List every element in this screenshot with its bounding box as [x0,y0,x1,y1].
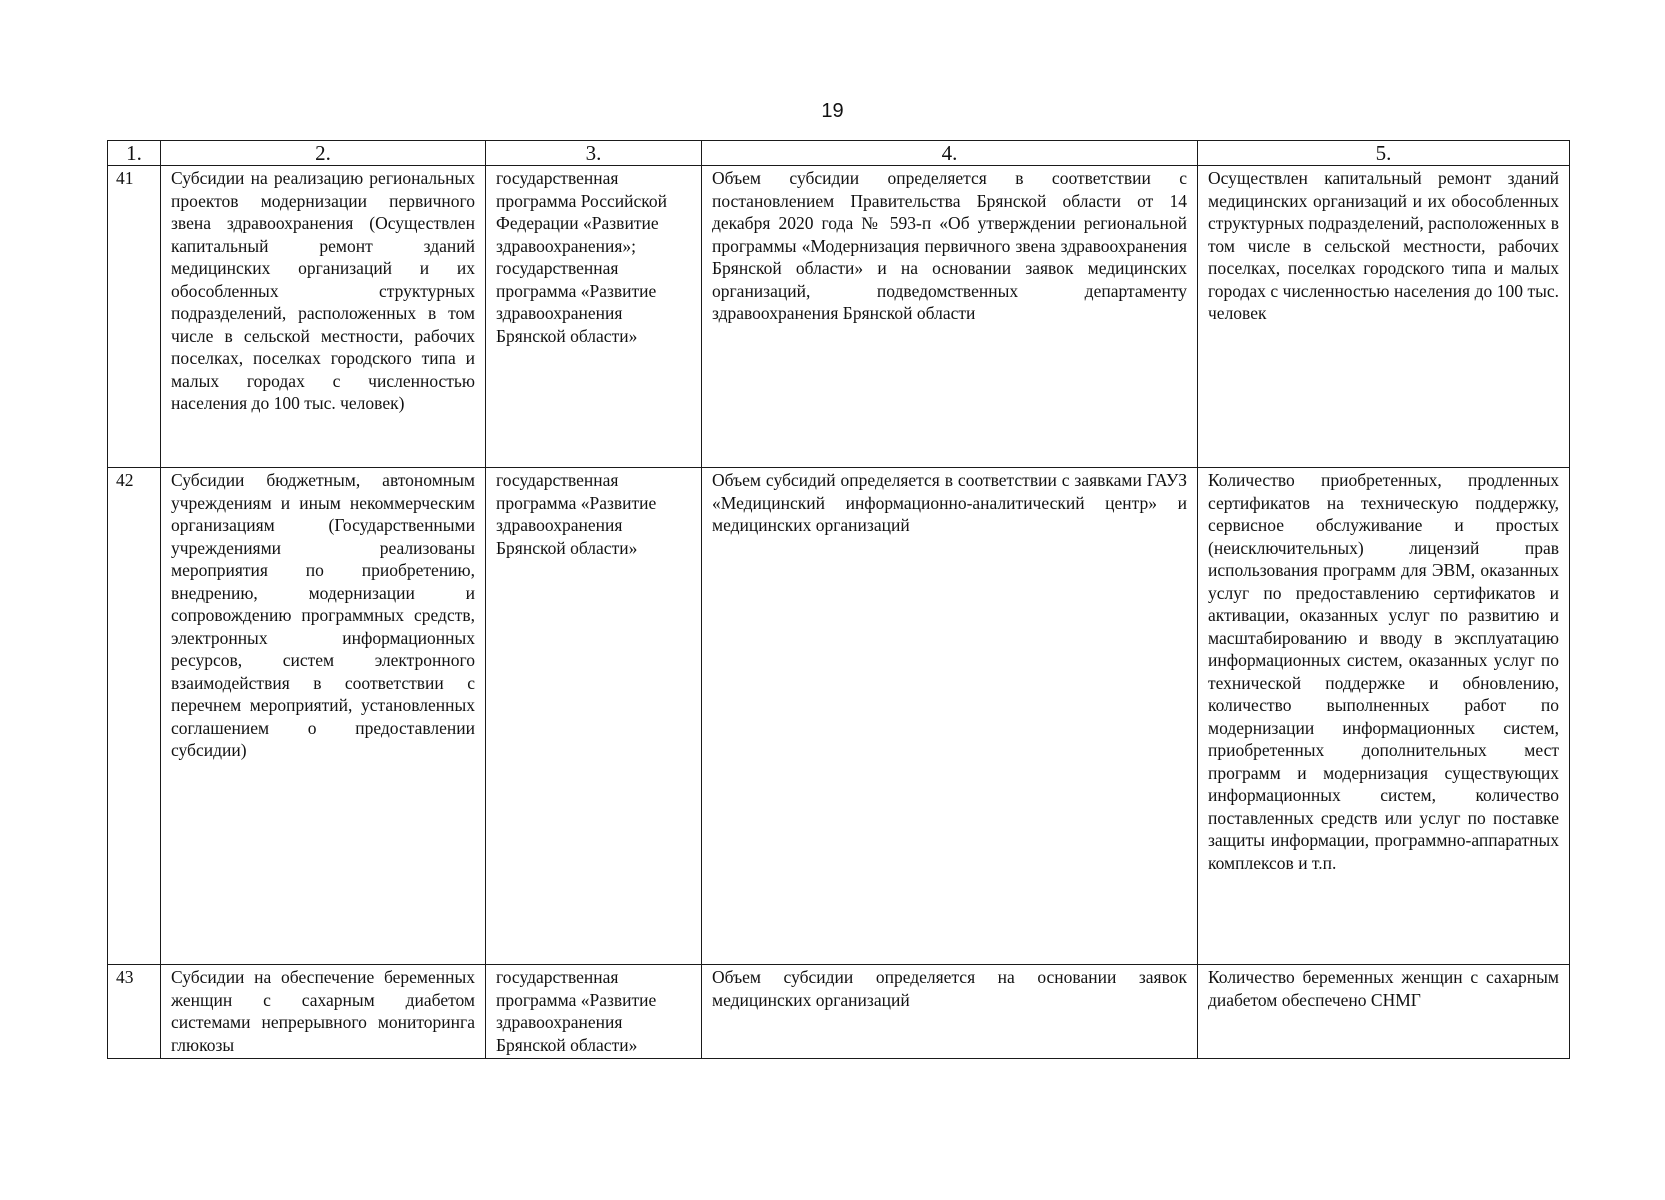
program-cell: государственная программа «Развитие здравоохранения Брянской области» [486,965,702,1059]
header-cell-1: 1. [108,141,161,166]
header-cell-5: 5. [1198,141,1570,166]
header-cell-3: 3. [486,141,702,166]
table-row [108,166,1570,468]
table-header-row [108,141,1570,166]
row-number: 41 [108,166,161,468]
subsidy-name-cell: Субсидии бюджетным, автономным учреждениям и иным некоммерческим организациям (Государственными учреждениями реализованы мероприятия по приобретению, внедрению, модернизации и сопровождению программных средств, электронных информационных ресурсов, систем электронного взаимодействия в соответствии с перечнем мероприятий, установленных соглашением о предоставлении субсидии) [161,468,486,965]
program-cell: государственная программа «Развитие здравоохранения Брянской области» [486,468,702,965]
page-number: 19 [821,100,844,122]
table-row [108,965,1570,1059]
result-cell: Количество беременных женщин с сахарным диабетом обеспечено СНМГ [1198,965,1570,1059]
program-cell: государственная программа Российской Федерации «Развитие здравоохранения»; государственная программа «Развитие здравоохранения Брянской области» [486,166,702,468]
header-cell-2: 2. [161,141,486,166]
subsidy-name-cell: Субсидии на обеспечение беременных женщин с сахарным диабетом системами непрерывного мониторинга глюкозы [161,965,486,1059]
document-table [107,140,1570,1059]
result-cell: Осуществлен капитальный ремонт зданий медицинских организаций и их обособленных структурных подразделений, расположенных в том числе в сельской местности, рабочих поселках, поселках городского типа и малых городах с численностью населения до 100 тыс. человек [1198,166,1570,468]
amount-basis-cell: Объем субсидии определяется в соответствии с постановлением Правительства Брянской области от 14 декабря 2020 года № 593-п «Об утверждении региональной программы «Модернизация первичного звена здравоохранения Брянской области» и на основании заявок медицинских организаций, подведомственных департаменту здравоохранения Брянской области [702,166,1198,468]
table-row [108,468,1570,965]
amount-basis-cell: Объем субсидий определяется в соответствии с заявками ГАУЗ «Медицинский информационно-аналитический центр» и медицинских организаций [702,468,1198,965]
subsidy-name-cell: Субсидии на реализацию региональных проектов модернизации первичного звена здравоохранения (Осуществлен капитальный ремонт зданий медицинских организаций и их обособленных структурных подразделений, расположенных в том числе в сельской местности, рабочих поселках, поселках городского типа и малых городах с численностью населения до 100 тыс. человек) [161,166,486,468]
result-cell: Количество приобретенных, продленных сертификатов на техническую поддержку, сервисное обслуживание и простых (неисключительных) лицензий прав использования программ для ЭВМ, оказанных услуг по предоставлению сертификатов и активации, оказанных услуг по развитию и масштабированию и вводу в эксплуатацию информационных систем, оказанных услуг по технической поддержке и обновлению, количество выполненных работ по модернизации информационных систем, приобретенных дополнительных мест программ и модернизация существующих информационных систем, количество поставленных средств или услуг по поставке защиты информации, программно-аппаратных комплексов и т.п. [1198,468,1570,965]
row-number: 43 [108,965,161,1059]
amount-basis-cell: Объем субсидии определяется на основании заявок медицинских организаций [702,965,1198,1059]
row-number: 42 [108,468,161,965]
header-cell-4: 4. [702,141,1198,166]
